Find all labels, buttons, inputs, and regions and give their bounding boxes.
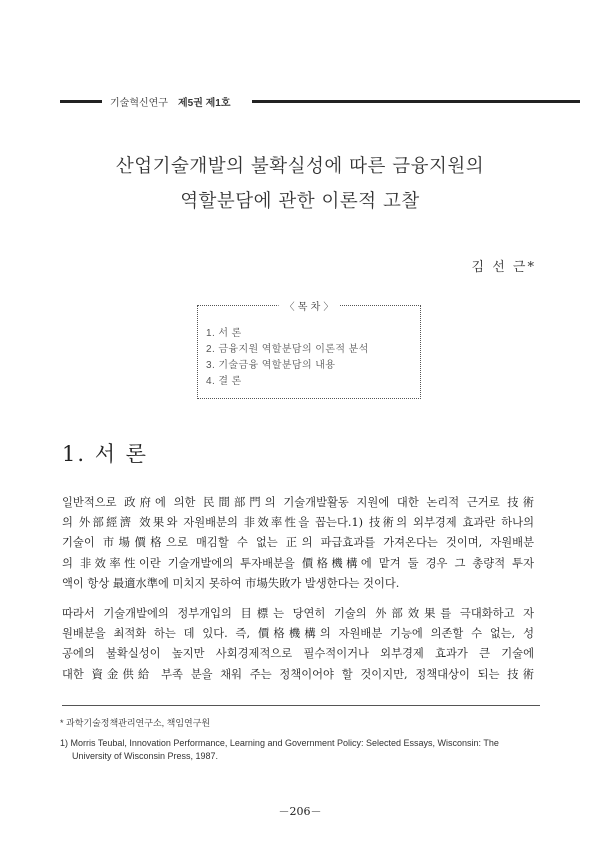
text-line: 액이 항상 最適水準에 미치지 못하여 市場失敗가 발생한다는 것이다. <box>62 576 400 590</box>
section-heading: 1. 서 론 <box>62 442 148 466</box>
toc-item: 2. 금융지원 역할분담의 이론적 분석 <box>206 344 369 355</box>
table-of-contents <box>197 302 421 399</box>
paragraph-1 <box>62 493 534 594</box>
text-line: 대한 資金供給 부족 분을 채워 주는 정책이어야 할 것이지만, 정책대상이 되는 技術 <box>62 667 534 681</box>
footnote-affiliation: * 과학기술정책관리연구소, 책임연구원 <box>60 718 211 728</box>
journal-volume: 제5권 제1호 <box>177 98 231 109</box>
footnote-1-line-1: 1) Morris Teubal, Innovation Performance, Learning and Government Policy: Selected Essays, Wisconsin: The <box>60 738 499 748</box>
footnotes <box>60 717 540 770</box>
header-rule-left <box>60 100 102 103</box>
paper-title-line-1: 산업기술개발의 불확실성에 따른 금융지원의 <box>115 156 485 177</box>
paragraph-2 <box>62 604 534 685</box>
text-line: 원배분을 최적화 하는 데 있다. 즉, 價格機構의 자원배분 기능에 의존할 수 없는, 성 <box>62 627 534 641</box>
toc-title: 〈 목 차 〉 <box>279 298 340 313</box>
paper-title-line-2: 역할분담에 관한 이론적 고찰 <box>180 191 420 212</box>
page-number: －206－ <box>278 805 322 818</box>
journal-title: 기술혁신연구 <box>110 98 168 109</box>
author-name: 김 선 근* <box>471 260 536 275</box>
text-line: 기술이 市場價格으로 매김할 수 없는 正의 파급효과를 가져온다는 것이며, 자원배분 <box>62 536 534 550</box>
journal-name <box>110 94 231 109</box>
toc-list <box>206 326 369 390</box>
text-line: 일반적으로 政府에 의한 民間部門의 기술개발활동 지원에 대한 논리적 근거로 技術 <box>62 496 534 509</box>
text-line: 따라서 기술개발에의 정부개입의 目標는 당연히 기술의 外部效果를 극대화하고 자 <box>62 607 534 620</box>
footnote-divider <box>62 705 540 706</box>
toc-item: 1. 서 론 <box>206 328 242 339</box>
footnote-1 <box>60 737 540 763</box>
running-header <box>60 94 580 110</box>
text-line: 의 外部經濟 效果와 자원배분의 非效率性을 꼽는다.1) 技術의 외부경제 효과란 하나의 <box>62 516 534 530</box>
text-line: 의 非效率性이란 기술개발에의 투자배분을 價格機構에 맡겨 둘 경우 그 총량적 투자 <box>62 556 534 570</box>
footnote-1-line-2: University of Wisconsin Press, 1987. <box>72 751 219 761</box>
header-rule-right <box>252 100 580 103</box>
toc-item: 4. 결 론 <box>206 376 242 387</box>
text-line: 공에의 불확실성이 높지만 사회경제적으로 필수적이거나 외부경제 효과가 큰 기술에 <box>62 647 534 661</box>
toc-item: 3. 기술금융 역할분담의 내용 <box>206 360 336 371</box>
